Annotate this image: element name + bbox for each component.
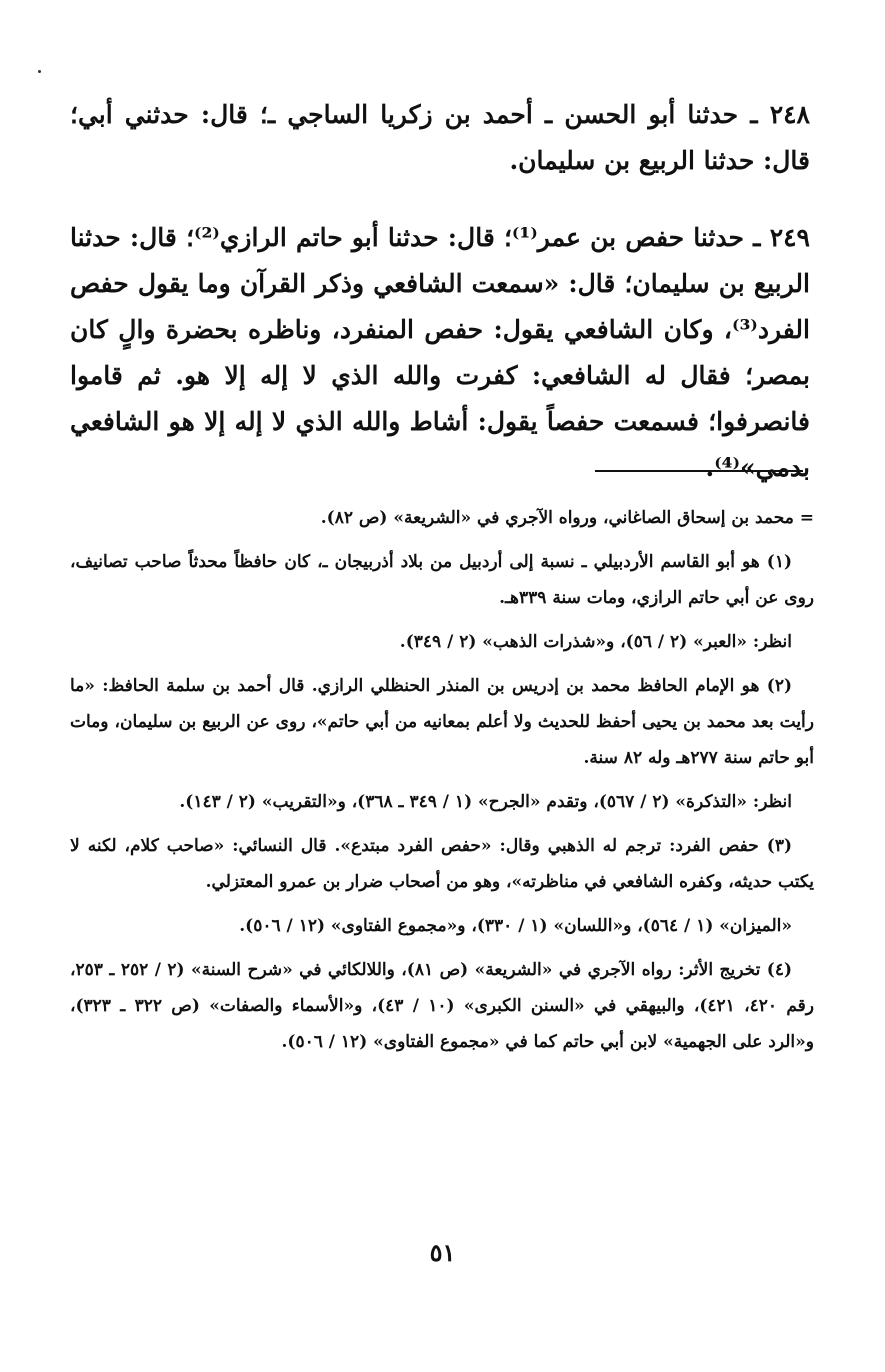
paragraph-249: ٢٤٩ ـ حدثنا حفص بن عمر⁽¹⁾؛ قال: حدثنا أبو حاتم الرازي⁽²⁾؛ قال: حدثنا الربيع بن سليمان؛ قال: «سمعت الشافعي وذكر القرآن وما يقول حفص الفرد⁽³⁾، وكان الشافعي يقول: حفص المنفرد، وناظره بحضرة والٍ كان بمصر؛ فقال له الشافعي: كفرت والله الذي لا إله إلا هو. ثم قاموا فانصرفوا؛ فسمعت حفصاً يقول: أشاط والله الذي لا إله إلا هو الشافعي بدمي»⁽⁴⁾. <box>70 223 810 482</box>
footnote-4-text: (٤) تخريج الأثر: رواه الآجري في «الشريعة» (ص ٨١)، واللالكائي في «شرح السنة» (٢ / ٢٥٢ ـ ٢٥٣، رقم ٤٢٠، ٤٢١)، والبيهقي في «السنن الكبرى» (١٠ / ٤٣)، و«الأسماء والصفات» (ص ٣٢٢ ـ ٣٢٣)، و«الرد على الجهمية» لابن أبي حاتم كما في «مجموع الفتاوى» (١٢ / ٥٠٦). <box>70 960 815 1052</box>
scan-speck <box>38 70 41 73</box>
footnote-3-text: (٣) حفص الفرد: ترجم له الذهبي وقال: «حفص الفرد مبتدع». قال النسائي: «صاحب كلام، لكنه لا يكتب حديثه، وكفره الشافعي في مناظرته»، وهو من أصحاب ضرار بن عمرو المعتزلي. <box>70 836 814 892</box>
footnote-3-reference <box>70 908 814 944</box>
footnote-3 <box>70 828 814 900</box>
footnote-1-ref-text: انظر: «العبر» (٢ / ٥٦)، و«شذرات الذهب» (٢ / ٣٤٩). <box>399 632 792 652</box>
footnote-2-text: (٢) هو الإمام الحافظ محمد بن إدريس بن المنذر الحنظلي الرازي. قال أحمد بن سلمة الحافظ: «ما رأيت بعد محمد بن يحيى أحفظ للحديث ولا أعلم بمعانيه من أبي حاتم»، روى عن الربيع بن سليمان، ومات أبو حاتم سنة ٢٧٧هـ وله ٨٢ سنة. <box>70 676 814 768</box>
footnote-2 <box>70 668 814 776</box>
page-number: ٥١ <box>429 1238 456 1267</box>
footnote-1-reference <box>70 624 814 660</box>
paragraph-248: ٢٤٨ ـ حدثنا أبو الحسن ـ أحمد بن زكريا الساجي ـ؛ قال: حدثني أبي؛ قال: حدثنا الربيع بن سليمان. <box>70 100 810 175</box>
footnotes <box>70 500 814 1068</box>
footnote-2-reference <box>70 784 814 820</box>
footnote-2-ref-text: انظر: «التذكرة» (٢ / ٥٦٧)، وتقدم «الجرح» (١ / ٣٤٩ ـ ٣٦٨)، و«التقريب» (٢ / ١٤٣). <box>179 792 792 812</box>
footnote-continuation: = محمد بن إسحاق الصاغاني، ورواه الآجري في «الشريعة» (ص ٨٢). <box>320 508 814 528</box>
footnote-separator <box>595 470 803 472</box>
footnote-3-ref-text: «الميزان» (١ / ٥٦٤)، و«اللسان» (١ / ٣٣٠)، و«مجموع الفتاوى» (١٢ / ٥٠٦). <box>239 916 792 936</box>
footnote-4 <box>70 952 814 1060</box>
footnote-1 <box>70 544 814 616</box>
footnote-1-text: (١) هو أبو القاسم الأردبيلي ـ نسبة إلى أردبيل من بلاد أذربيجان ـ، كان حافظاً محدثاً صاحب تصانيف، روى عن أبي حاتم الرازي، ومات سنة ٣٣٩هـ. <box>70 552 814 608</box>
